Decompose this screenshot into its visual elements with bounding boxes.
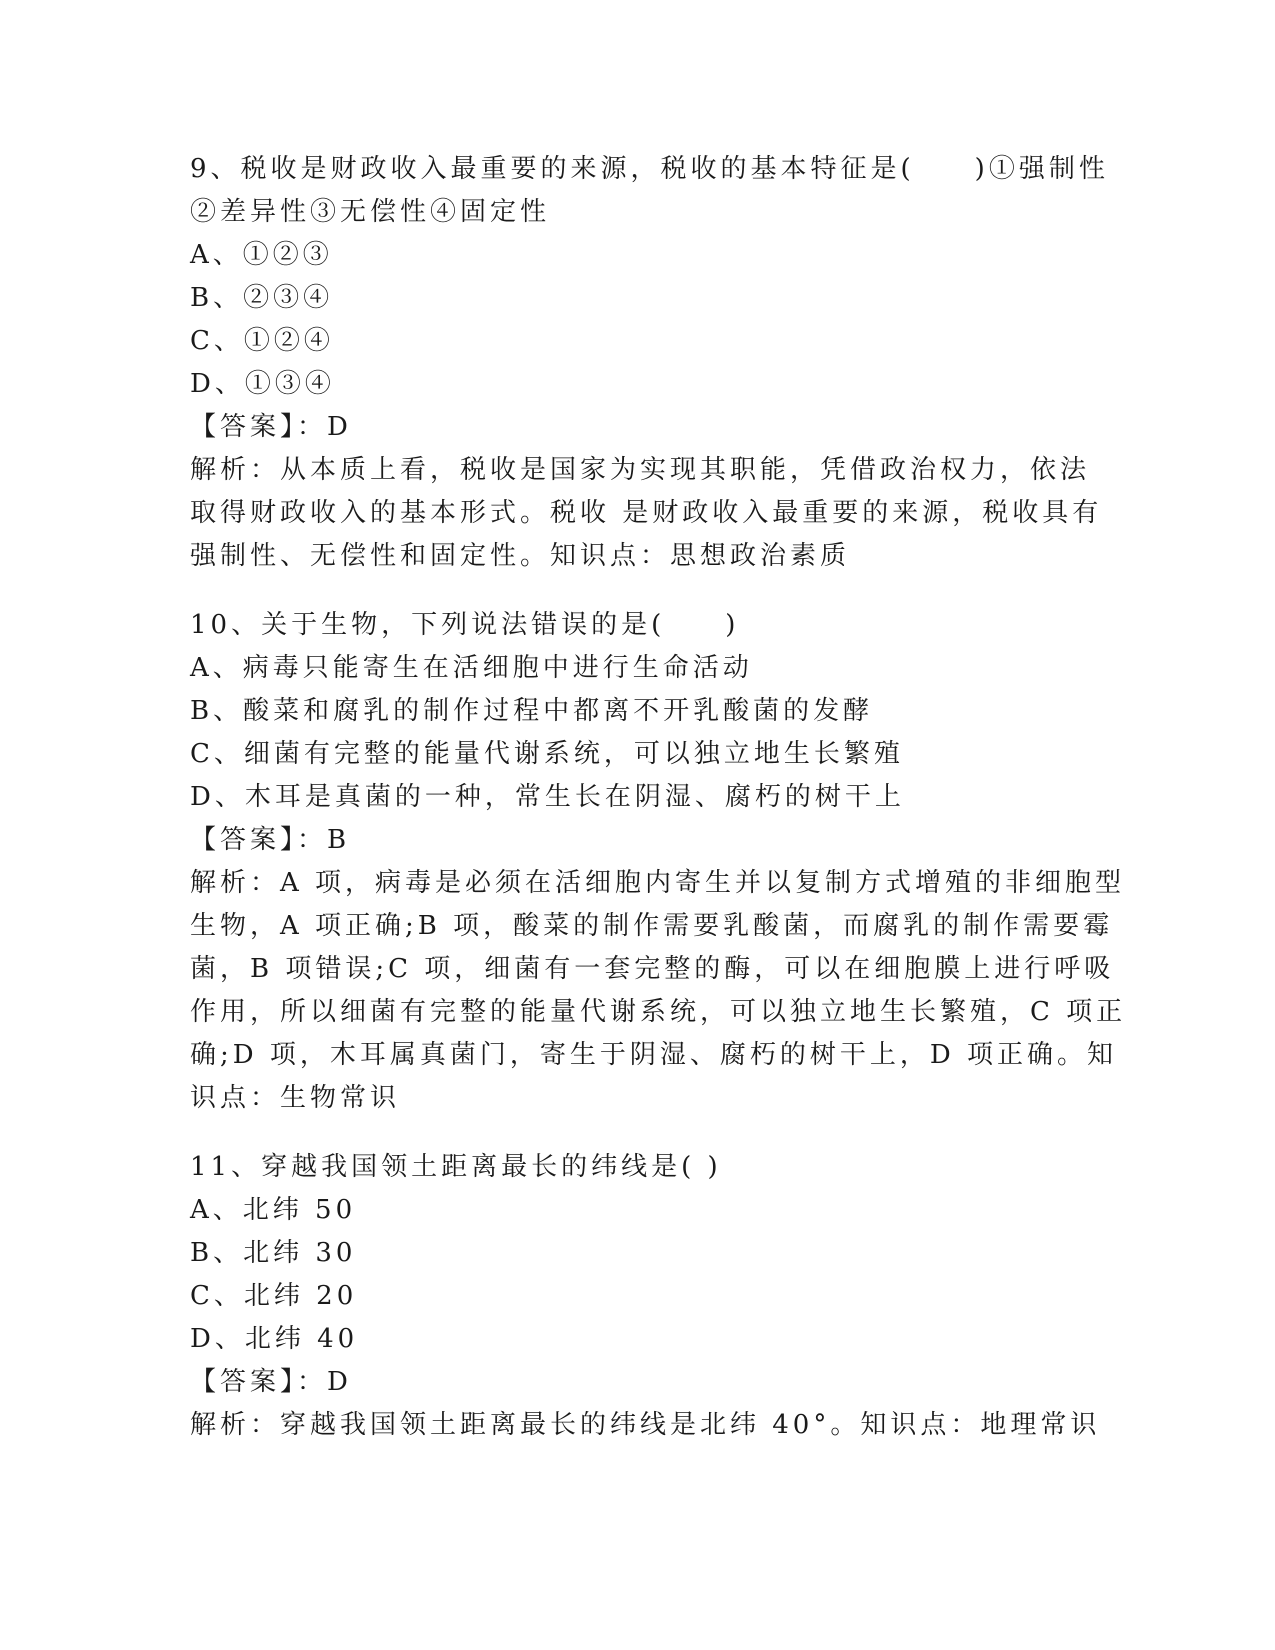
option-b: B、北纬 30 — [190, 1238, 357, 1268]
document-page — [190, 148, 1127, 1447]
option-d: D、①③④ — [190, 369, 335, 399]
answer-line: 【答案】：B — [190, 825, 351, 855]
explanation-line: 解析：从本质上看，税收是国家为实现其职能，凭借政治权力，依法 — [190, 455, 1091, 485]
option-d: D、木耳是真菌的一种，常生长在阴湿、腐朽的树干上 — [190, 782, 905, 812]
explanation-line: 解析：A 项，病毒是必须在活细胞内寄生并以复制方式增殖的非细胞型 — [190, 868, 1126, 898]
explanation-line: 菌，B 项错误;C 项，细菌有一套完整的酶，可以在细胞膜上进行呼吸 — [190, 954, 1115, 984]
explanation — [190, 1404, 1101, 1447]
question-10 — [190, 604, 1127, 1120]
explanation-line: 识点：生物常识 — [190, 1083, 401, 1113]
option-a: A、①②③ — [190, 240, 333, 270]
explanation — [190, 449, 1103, 578]
question-stem-line: ②差异性③无偿性④固定性 — [190, 197, 551, 227]
question-stem-line: 9、税收是财政收入最重要的来源，税收的基本特征是( )①强制性 — [190, 154, 1109, 184]
explanation — [190, 862, 1127, 1120]
option-c: C、北纬 20 — [190, 1281, 358, 1311]
explanation-line: 作用，所以细菌有完整的能量代谢系统，可以独立地生长繁殖，C 项正 — [190, 997, 1127, 1027]
explanation-line: 解析：穿越我国领土距离最长的纬线是北纬 40°。知识点：地理常识 — [190, 1410, 1101, 1440]
option-b: B、酸菜和腐乳的制作过程中都离不开乳酸菌的发酵 — [190, 696, 874, 726]
option-a: A、北纬 50 — [190, 1195, 357, 1225]
option-a: A、病毒只能寄生在活细胞中进行生命活动 — [190, 653, 753, 683]
option-c: C、细菌有完整的能量代谢系统，可以独立地生长繁殖 — [190, 739, 904, 769]
answer-line: 【答案】：D — [190, 412, 352, 442]
option-b: B、②③④ — [190, 283, 334, 313]
explanation-line: 取得财政收入的基本形式。税收 是财政收入最重要的来源，税收具有 — [190, 498, 1103, 528]
question-9 — [190, 148, 1109, 578]
question-11 — [190, 1146, 1101, 1447]
option-d: D、北纬 40 — [190, 1324, 359, 1354]
explanation-line: 生物，A 项正确;B 项，酸菜的制作需要乳酸菌，而腐乳的制作需要霉 — [190, 911, 1114, 941]
answer-line: 【答案】：D — [190, 1367, 352, 1397]
explanation-line: 强制性、无偿性和固定性。知识点：思想政治素质 — [190, 541, 851, 571]
explanation-line: 确;D 项，木耳属真菌门，寄生于阴湿、腐朽的树干上，D 项正确。知 — [190, 1040, 1117, 1070]
option-c: C、①②④ — [190, 326, 334, 356]
question-stem-line: 11、穿越我国领土距离最长的纬线是( ) — [190, 1152, 722, 1182]
question-stem-line: 10、关于生物，下列说法错误的是( ) — [190, 610, 740, 640]
